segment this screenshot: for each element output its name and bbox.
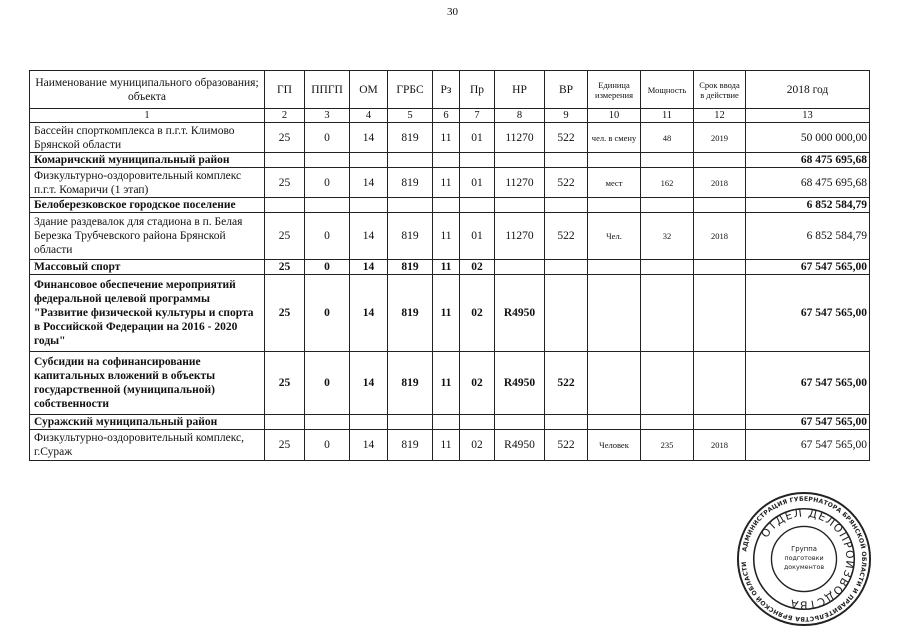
table-cell: 14: [350, 260, 388, 275]
table-cell: 819: [388, 352, 433, 415]
table-cell: 67 547 565,00: [746, 275, 870, 352]
table-cell: [545, 198, 588, 213]
table-cell: [433, 198, 460, 213]
column-number: 2: [265, 109, 305, 123]
table-cell: [265, 415, 305, 430]
table-cell: [694, 260, 746, 275]
table-cell: 0: [305, 352, 350, 415]
department-stamp: [735, 490, 873, 628]
column-number: 12: [694, 109, 746, 123]
table-cell: R4950: [495, 352, 545, 415]
row-name-cell: Суражский муниципальный район: [30, 415, 265, 430]
table-row: [30, 415, 870, 430]
table-cell: [694, 275, 746, 352]
table-cell: 48: [641, 123, 694, 153]
stamp-center-line: Группа: [791, 545, 817, 554]
table-cell: 11270: [495, 123, 545, 153]
row-name-cell: Массовый спорт: [30, 260, 265, 275]
table-cell: [305, 153, 350, 168]
table-cell: [265, 153, 305, 168]
table-row: [30, 123, 870, 153]
table-cell: 6 852 584,79: [746, 198, 870, 213]
table-cell: [388, 415, 433, 430]
table-cell: 819: [388, 275, 433, 352]
table-cell: 819: [388, 260, 433, 275]
table-cell: 2018: [694, 168, 746, 198]
table-cell: 522: [545, 430, 588, 461]
header-cell: Срок ввода в действие: [694, 71, 746, 109]
table-cell: 14: [350, 430, 388, 461]
table-body: [30, 71, 870, 461]
table-row: [30, 260, 870, 275]
table-cell: [545, 275, 588, 352]
table-cell: 11270: [495, 213, 545, 260]
table-row: [30, 213, 870, 260]
table-cell: 11: [433, 213, 460, 260]
table-cell: 67 547 565,00: [746, 260, 870, 275]
table-cell: 522: [545, 123, 588, 153]
row-name-cell: Физкультурно-оздоровительный комплекс, г.Сураж: [30, 430, 265, 461]
table-cell: 2018: [694, 213, 746, 260]
header-cell: Пр: [460, 71, 495, 109]
table-cell: Чел.: [588, 213, 641, 260]
row-name-cell: Финансовое обеспечение мероприятий федеральной целевой программы "Развитие физической культуры и спорта в Российской Федерации на 2016 - 2020 годы": [30, 275, 265, 352]
row-name-cell: Субсидии на софинансирование капитальных вложений в объекты государственной (муниципальной) собственности: [30, 352, 265, 415]
table-cell: 02: [460, 430, 495, 461]
column-number: 7: [460, 109, 495, 123]
table-cell: 67 547 565,00: [746, 415, 870, 430]
table-cell: [495, 198, 545, 213]
table-cell: [641, 260, 694, 275]
table-cell: 819: [388, 430, 433, 461]
table-cell: 14: [350, 352, 388, 415]
header-cell: Рз: [433, 71, 460, 109]
table-cell: [641, 415, 694, 430]
table-cell: мест: [588, 168, 641, 198]
table-cell: 01: [460, 213, 495, 260]
column-number: 8: [495, 109, 545, 123]
table-row: [30, 275, 870, 352]
table-cell: [350, 198, 388, 213]
table-cell: 819: [388, 123, 433, 153]
header-cell: ГП: [265, 71, 305, 109]
table-cell: 522: [545, 168, 588, 198]
table-cell: [588, 198, 641, 213]
header-cell: Наименование муниципального образования; объекта: [30, 71, 265, 109]
table-cell: [350, 153, 388, 168]
table-cell: [545, 260, 588, 275]
table-cell: 11: [433, 430, 460, 461]
table-cell: 68 475 695,68: [746, 168, 870, 198]
table-cell: 522: [545, 213, 588, 260]
table-cell: 25: [265, 352, 305, 415]
table-cell: 162: [641, 168, 694, 198]
table-cell: [641, 352, 694, 415]
column-number: 10: [588, 109, 641, 123]
header-cell: ГРБС: [388, 71, 433, 109]
table-cell: 522: [545, 352, 588, 415]
stamp-outer-text: АДМИНИСТРАЦИЯ ГУБЕРНАТОРА БРЯНСКОЙ ОБЛАСТИ И ПРАВИТЕЛЬСТВА БРЯНСКОЙ ОБЛАСТИ: [740, 495, 868, 623]
table-cell: [588, 352, 641, 415]
table-cell: [641, 198, 694, 213]
table-cell: [694, 153, 746, 168]
table-row: [30, 153, 870, 168]
table-cell: 25: [265, 260, 305, 275]
header-cell: Единица измерения: [588, 71, 641, 109]
table-cell: 25: [265, 123, 305, 153]
table-cell: [588, 260, 641, 275]
table-cell: 11: [433, 260, 460, 275]
table-cell: 14: [350, 123, 388, 153]
table-cell: [460, 153, 495, 168]
table-cell: [460, 198, 495, 213]
table-cell: 67 547 565,00: [746, 430, 870, 461]
table-cell: [305, 415, 350, 430]
table-cell: [495, 153, 545, 168]
table-cell: [588, 415, 641, 430]
table-cell: [694, 352, 746, 415]
table-cell: 0: [305, 260, 350, 275]
table-row: [30, 352, 870, 415]
column-number: 5: [388, 109, 433, 123]
table-cell: 2019: [694, 123, 746, 153]
column-number: 4: [350, 109, 388, 123]
column-number: 9: [545, 109, 588, 123]
row-name-cell: Здание раздевалок для стадиона в п. Белая Березка Трубчевского района Брянской области: [30, 213, 265, 260]
table-cell: 02: [460, 275, 495, 352]
table-cell: 11: [433, 123, 460, 153]
table-cell: [433, 415, 460, 430]
column-number: 6: [433, 109, 460, 123]
stamp-center-line: документов: [783, 562, 825, 571]
table-cell: [433, 153, 460, 168]
column-number: 13: [746, 109, 870, 123]
table-cell: [545, 153, 588, 168]
table-row: [30, 168, 870, 198]
row-name-cell: Белоберезковское городское поселение: [30, 198, 265, 213]
column-number: 11: [641, 109, 694, 123]
table-cell: 0: [305, 123, 350, 153]
budget-table: [29, 70, 870, 461]
table-cell: [265, 198, 305, 213]
table-cell: 0: [305, 213, 350, 260]
table-cell: [641, 275, 694, 352]
table-cell: 25: [265, 275, 305, 352]
table-cell: 01: [460, 168, 495, 198]
header-cell: ОМ: [350, 71, 388, 109]
table-cell: Человек: [588, 430, 641, 461]
table-cell: 6 852 584,79: [746, 213, 870, 260]
table-cell: [588, 275, 641, 352]
table-cell: 01: [460, 123, 495, 153]
stamp-center-line: подготовки: [784, 553, 824, 562]
header-row: [30, 71, 870, 109]
table-cell: [460, 415, 495, 430]
table-cell: 25: [265, 430, 305, 461]
table-cell: [588, 153, 641, 168]
table-cell: 68 475 695,68: [746, 153, 870, 168]
table-cell: [495, 415, 545, 430]
table-cell: [388, 198, 433, 213]
table-cell: [545, 415, 588, 430]
table-cell: 11: [433, 352, 460, 415]
header-cell: НР: [495, 71, 545, 109]
table-row: [30, 430, 870, 461]
table-cell: 0: [305, 275, 350, 352]
table-cell: 25: [265, 213, 305, 260]
column-number: 1: [30, 109, 265, 123]
table-cell: 2018: [694, 430, 746, 461]
table-cell: 11270: [495, 168, 545, 198]
row-name-cell: Комаричский муниципальный район: [30, 153, 265, 168]
table-cell: чел. в смену: [588, 123, 641, 153]
header-cell: Мощность: [641, 71, 694, 109]
table-cell: 67 547 565,00: [746, 352, 870, 415]
table-cell: [641, 153, 694, 168]
table-cell: 14: [350, 213, 388, 260]
column-number-row: [30, 109, 870, 123]
table-cell: R4950: [495, 430, 545, 461]
table-cell: R4950: [495, 275, 545, 352]
header-cell: ППГП: [305, 71, 350, 109]
table-cell: [305, 198, 350, 213]
table-cell: [694, 415, 746, 430]
table-cell: 0: [305, 168, 350, 198]
column-number: 3: [305, 109, 350, 123]
table-cell: 14: [350, 168, 388, 198]
table-cell: 25: [265, 168, 305, 198]
table-cell: 02: [460, 260, 495, 275]
table-cell: 50 000 000,00: [746, 123, 870, 153]
table-cell: 14: [350, 275, 388, 352]
header-cell: ВР: [545, 71, 588, 109]
header-cell: 2018 год: [746, 71, 870, 109]
table-cell: 235: [641, 430, 694, 461]
table-cell: [495, 260, 545, 275]
table-cell: [388, 153, 433, 168]
page-number: 30: [447, 6, 458, 18]
row-name-cell: Физкультурно-оздоровительный комплекс п.г.т. Комаричи (1 этап): [30, 168, 265, 198]
table-cell: 02: [460, 352, 495, 415]
table-cell: [694, 198, 746, 213]
table-cell: [350, 415, 388, 430]
table-row: [30, 198, 870, 213]
table-cell: 819: [388, 213, 433, 260]
table-cell: 32: [641, 213, 694, 260]
table-cell: 11: [433, 275, 460, 352]
stamp-ring-text: ОТДЕЛ ДЕЛОПРОИЗВОДСТВА: [758, 506, 857, 612]
table-cell: 819: [388, 168, 433, 198]
table-cell: 11: [433, 168, 460, 198]
row-name-cell: Бассейн спорткомплекса в п.г.т. Климово Брянской области: [30, 123, 265, 153]
table-cell: 0: [305, 430, 350, 461]
